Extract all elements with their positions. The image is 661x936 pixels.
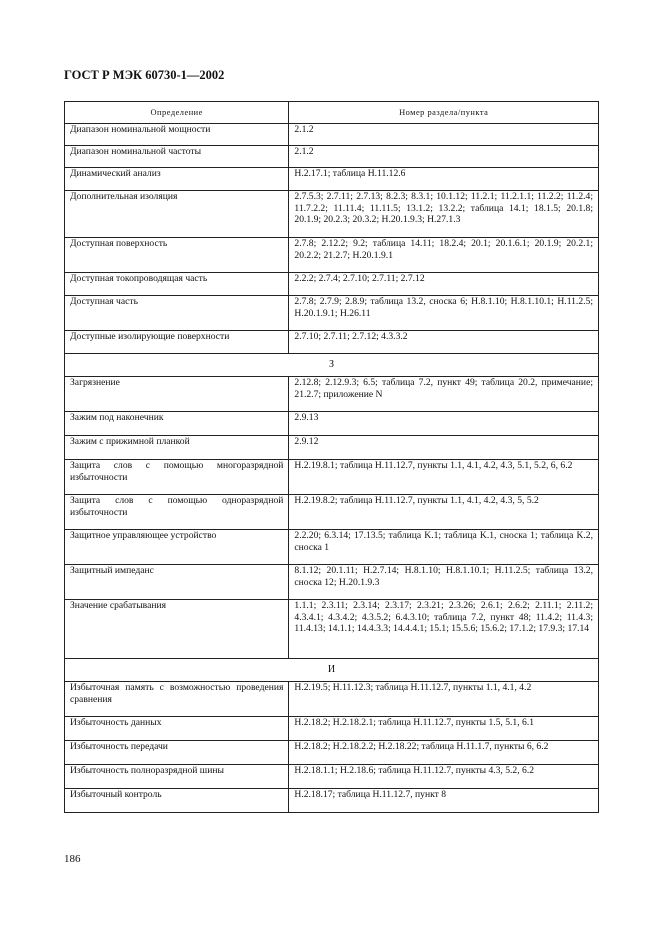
table-row — [65, 682, 599, 717]
term-cell: Избыточная память с возможностью проведения сравнения — [65, 682, 289, 717]
section-letter: З — [65, 354, 599, 377]
reference-cell: H.2.19.8.2; таблица H.11.12.7, пункты 1.1, 4.1, 4.2, 4.3, 5, 5.2 — [289, 495, 599, 530]
reference-cell: H.2.17.1; таблица H.11.12.6 — [289, 168, 599, 191]
table-row — [65, 436, 599, 460]
table-row — [65, 191, 599, 238]
reference-cell: H.2.18.2; H.2.18.2.2; H.2.18.22; таблица H.11.1.7, пункты 6, 6.2 — [289, 741, 599, 765]
term-cell: Защитное управляющее устройство — [65, 530, 289, 565]
table-header-row — [65, 102, 599, 124]
section-letter-row — [65, 354, 599, 377]
table-row — [65, 717, 599, 741]
term-cell: Защитный импеданс — [65, 565, 289, 600]
table-row — [65, 495, 599, 530]
term-cell: Зажим под наконечник — [65, 412, 289, 436]
section-letter-row — [65, 659, 599, 682]
term-cell: Доступная часть — [65, 296, 289, 331]
reference-cell: H.2.18.1.1; H.2.18.6; таблица H.11.12.7, пункты 4.3, 5.2, 6.2 — [289, 765, 599, 789]
reference-cell: H.2.18.2; H.2.18.2.1; таблица H.11.12.7, пункты 1.5, 5.1, 6.1 — [289, 717, 599, 741]
reference-cell: 2.7.8; 2.7.9; 2.8.9; таблица 13.2, сноска 6; H.8.1.10; H.8.1.10.1; H.11.2.5; H.20.1.9.1; H.26.11 — [289, 296, 599, 331]
term-cell: Зажим с прижимной планкой — [65, 436, 289, 460]
reference-cell: 2.2.2; 2.7.4; 2.7.10; 2.7.11; 2.7.12 — [289, 273, 599, 296]
term-cell: Избыточный контроль — [65, 789, 289, 813]
term-cell: Доступная поверхность — [65, 238, 289, 273]
table-row — [65, 530, 599, 565]
reference-cell: H.2.19.8.1; таблица H.11.12.7, пункты 1.1, 4.1, 4.2, 4.3, 5.1, 5.2, 6, 6.2 — [289, 460, 599, 495]
term-cell: Диапазон номинальной частоты — [65, 146, 289, 168]
reference-cell: 2.2.20; 6.3.14; 17.13.5; таблица K.1; таблица K.1, сноска 1; таблица K.2, сноска 1 — [289, 530, 599, 565]
reference-cell: 2.7.10; 2.7.11; 2.7.12; 4.3.3.2 — [289, 331, 599, 354]
term-cell: Избыточность данных — [65, 717, 289, 741]
term-cell: Избыточность передачи — [65, 741, 289, 765]
table-row — [65, 741, 599, 765]
reference-cell: 2.12.8; 2.12.9.3; 6.5; таблица 7.2, пункт 49; таблица 20.2, примечание; 21.2.7; приложение N — [289, 377, 599, 412]
table-row — [65, 565, 599, 600]
table-row — [65, 273, 599, 296]
reference-cell: 2.9.12 — [289, 436, 599, 460]
reference-cell: 2.7.8; 2.12.2; 9.2; таблица 14.11; 18.2.4; 20.1; 20.1.6.1; 20.1.9; 20.2.1; 20.2.2; 21.2.7; H.20.1.9.1 — [289, 238, 599, 273]
reference-cell: 2.1.2 — [289, 124, 599, 146]
index-body — [65, 124, 599, 813]
reference-cell: 8.1.12; 20.1.11; H.2.7.14; H.8.1.10; H.8.1.10.1; H.11.2.5; таблица 13.2, сноска 12; H.20.1.9.3 — [289, 565, 599, 600]
reference-cell: 2.9.13 — [289, 412, 599, 436]
page-number: 186 — [64, 853, 81, 865]
table-row — [65, 168, 599, 191]
table-row — [65, 377, 599, 412]
term-cell: Избыточность полноразрядной шины — [65, 765, 289, 789]
table-row — [65, 331, 599, 354]
column-header-ref: Номер раздела/пункта — [289, 102, 599, 124]
index-table — [64, 101, 599, 813]
term-cell: Диапазон номинальной мощности — [65, 124, 289, 146]
table-row — [65, 765, 599, 789]
reference-cell: 1.1.1; 2.3.11; 2.3.14; 2.3.17; 2.3.21; 2.3.26; 2.6.1; 2.6.2; 2.11.1; 2.11.2; 4.3.4.1; 4.3.4.2; 4.3.5.2; 6.4.3.10; таблица 7.2, пункт 48; 11.4.2; 11.4.3; 11.4.13; 14.1.1; 14.4.3.3; 14.4.4.1; 15.1; 15.5.6; 15.6.2; 17.1.2; 17.9.3; 17.14 — [289, 600, 599, 659]
reference-cell: 2.1.2 — [289, 146, 599, 168]
table-row — [65, 412, 599, 436]
term-cell: Защита слов с помощью одноразрядной избыточности — [65, 495, 289, 530]
table-row — [65, 600, 599, 659]
term-cell: Защита слов с помощью многоразрядной избыточности — [65, 460, 289, 495]
term-cell: Дополнительная изоляция — [65, 191, 289, 238]
table-row — [65, 296, 599, 331]
reference-cell: H.2.19.5; H.11.12.3; таблица H.11.12.7, пункты 1.1, 4.1, 4.2 — [289, 682, 599, 717]
table-row — [65, 460, 599, 495]
document-code: ГОСТ Р МЭК 60730-1—2002 — [64, 68, 225, 82]
section-letter: И — [65, 659, 599, 682]
term-cell: Загрязнение — [65, 377, 289, 412]
reference-cell: 2.7.5.3; 2.7.11; 2.7.13; 8.2.3; 8.3.1; 10.1.12; 11.2.1; 11.2.1.1; 11.2.2; 11.2.4; 11.7.2.2; 11.11.4; 11.11.5; 13.1.2; 13.2.2; таблица 14.1; 18.1.5; 20.1.8; 20.1.9; 20.2.3; 20.3.2; H.20.1.9.3; H.27.1.3 — [289, 191, 599, 238]
table-row — [65, 146, 599, 168]
term-cell: Доступные изолирующие поверхности — [65, 331, 289, 354]
table-row — [65, 789, 599, 813]
term-cell: Значение срабатывания — [65, 600, 289, 659]
table-row — [65, 238, 599, 273]
reference-cell: H.2.18.17; таблица H.11.12.7, пункт 8 — [289, 789, 599, 813]
column-header-term: Определение — [65, 102, 289, 124]
term-cell: Динамический анализ — [65, 168, 289, 191]
table-row — [65, 124, 599, 146]
term-cell: Доступная токопроводящая часть — [65, 273, 289, 296]
